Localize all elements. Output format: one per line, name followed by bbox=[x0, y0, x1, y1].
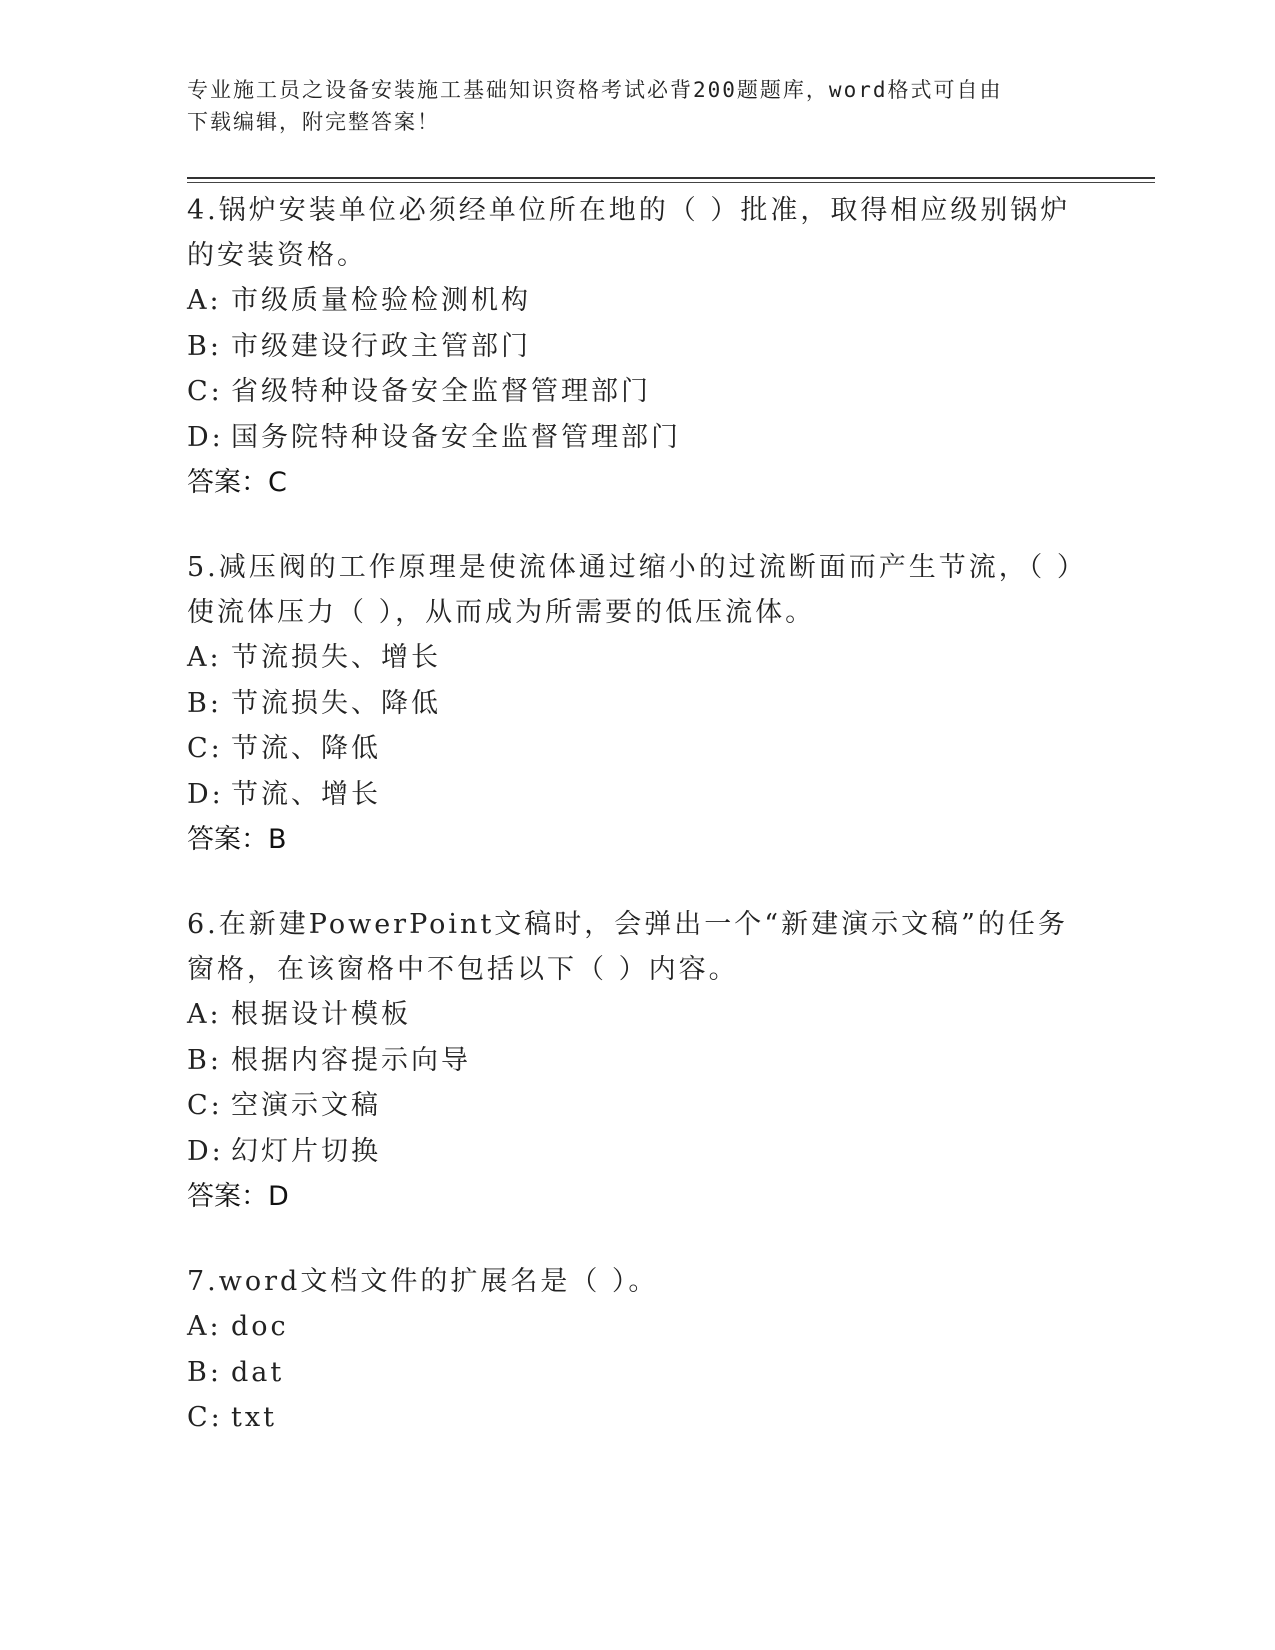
question-stem: 7.word文档文件的扩展名是（ ）。 bbox=[187, 1266, 659, 1297]
option-text: 幻灯片切换 bbox=[231, 1135, 381, 1167]
option-text: 节流、增长 bbox=[231, 778, 381, 810]
option-text: txt bbox=[231, 1402, 277, 1433]
option-key: C: bbox=[187, 1402, 223, 1433]
option-c bbox=[187, 1083, 1092, 1129]
option-key: A: bbox=[187, 999, 222, 1030]
question-5 bbox=[187, 545, 1092, 862]
option-b bbox=[187, 681, 1092, 727]
option-text: 市级建设行政主管部门 bbox=[231, 330, 531, 362]
option-key: B: bbox=[187, 687, 222, 719]
question-7 bbox=[187, 1259, 1092, 1441]
option-key: C: bbox=[187, 1090, 223, 1121]
answer-line: 答案：D bbox=[187, 1181, 289, 1212]
document-header bbox=[187, 74, 1087, 138]
option-key: D: bbox=[187, 1135, 224, 1167]
header-line-1: 专业施工员之设备安装施工基础知识资格考试必背200题题库，word格式可自由 bbox=[187, 78, 1003, 102]
option-text: 根据内容提示向导 bbox=[231, 1044, 471, 1076]
option-key: A: bbox=[187, 642, 222, 673]
option-key: B: bbox=[187, 1044, 222, 1076]
question-6 bbox=[187, 902, 1092, 1219]
option-b bbox=[187, 1038, 1092, 1084]
option-c bbox=[187, 726, 1092, 772]
header-line-2: 下载编辑，附完整答案！ bbox=[187, 110, 440, 134]
question-4 bbox=[187, 188, 1092, 505]
option-text: 市级质量检验检测机构 bbox=[231, 285, 531, 316]
option-a bbox=[187, 992, 1092, 1038]
question-list bbox=[187, 188, 1092, 1481]
option-text: doc bbox=[231, 1311, 289, 1342]
option-a bbox=[187, 635, 1092, 681]
option-key: A: bbox=[187, 1311, 222, 1342]
option-key: C: bbox=[187, 376, 223, 407]
option-key: C: bbox=[187, 733, 223, 764]
answer-line: 答案：B bbox=[187, 824, 287, 855]
option-text: 空演示文稿 bbox=[231, 1090, 381, 1121]
option-key: B: bbox=[187, 330, 222, 362]
header-divider-thin bbox=[187, 182, 1155, 183]
answer-line: 答案：C bbox=[187, 467, 287, 498]
question-stem: 6.在新建PowerPoint文稿时，会弹出一个“新建演示文稿”的任务窗格，在该窗格中不包括以下（ ）内容。 bbox=[187, 909, 1068, 985]
option-text: 根据设计模板 bbox=[231, 999, 411, 1030]
option-d bbox=[187, 415, 1092, 461]
option-b bbox=[187, 324, 1092, 370]
option-text: 节流损失、增长 bbox=[231, 642, 441, 673]
option-d bbox=[187, 772, 1092, 818]
option-key: A: bbox=[187, 285, 222, 316]
question-stem: 5.减压阀的工作原理是使流体通过缩小的过流断面而产生节流，（ ）使流体压力（ ），从而成为所需要的低压流体。 bbox=[187, 552, 1087, 628]
option-c bbox=[187, 1395, 1092, 1441]
option-text: 节流、降低 bbox=[231, 733, 381, 764]
option-a bbox=[187, 278, 1092, 324]
question-stem: 4.锅炉安装单位必须经单位所在地的（ ）批准，取得相应级别锅炉的安装资格。 bbox=[187, 195, 1071, 271]
option-text: 节流损失、降低 bbox=[231, 687, 441, 719]
option-key: D: bbox=[187, 421, 224, 453]
option-b bbox=[187, 1350, 1092, 1396]
header-divider-thick bbox=[187, 177, 1155, 179]
option-text: 省级特种设备安全监督管理部门 bbox=[231, 376, 651, 407]
option-d bbox=[187, 1129, 1092, 1175]
option-c bbox=[187, 369, 1092, 415]
option-a bbox=[187, 1304, 1092, 1350]
option-key: B: bbox=[187, 1356, 222, 1388]
option-text: 国务院特种设备安全监督管理部门 bbox=[231, 421, 681, 453]
option-text: dat bbox=[231, 1356, 285, 1388]
option-key: D: bbox=[187, 778, 224, 810]
